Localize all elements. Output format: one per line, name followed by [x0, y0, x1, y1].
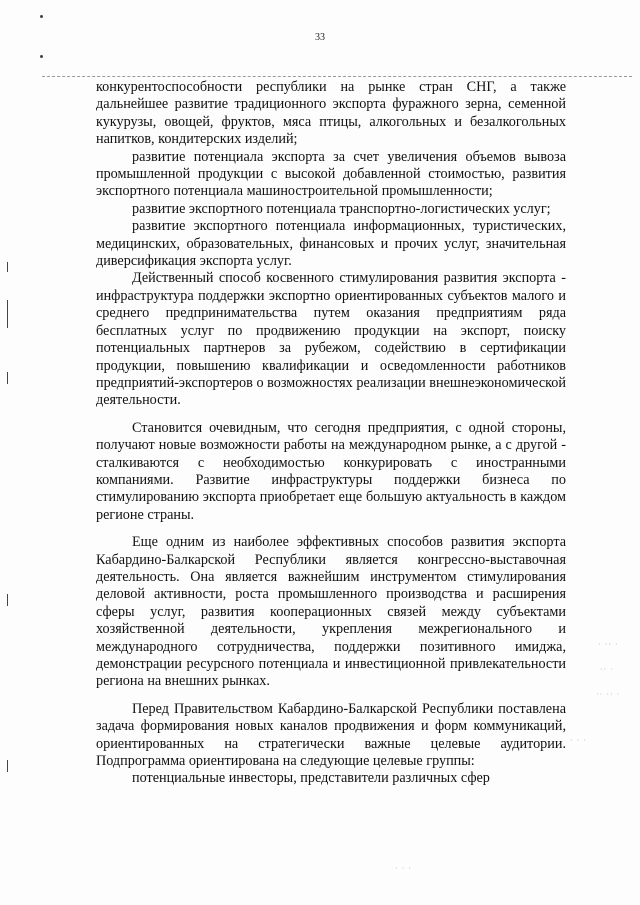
paragraph: Перед Правительством Кабардино-Балкарской Республики поставлена задача формирования новых каналов продвижения и форм коммуникаций, ориентированных на стратегически важные целевые аудитории. Подпрограмма ориентирована на следующие целевые группы:	[96, 700, 566, 770]
scan-speck	[40, 15, 43, 18]
scan-smudge: · · ·	[395, 864, 412, 873]
paragraph: Действенный способ косвенного стимулирования развития экспорта - инфраструктура поддержки экспортно ориентированных субъектов малого и среднего предпринимательства путем оказания предприятиям ряда бесплатных услуг по продвижению продукции на экспорт, поиску потенциальных партнеров за рубежом, содействию в сертификации продукции, повышению квалификации и осведомленности работников предприятий-экспортеров о возможностях реализации внешнеэкономической деятельности.	[96, 270, 566, 409]
scan-speck	[40, 55, 43, 58]
paragraph: развитие экспортного потенциала транспортно-логистических услуг;	[132, 200, 551, 217]
scan-smudge: · ·· ·	[598, 640, 619, 649]
paragraph: Становится очевидным, что сегодня предприятия, с одной стороны, получают новые возможности работы на международном рынке, а с другой - сталкиваются с необходимостью конкурировать с иностранными компаниями. Развитие инфраструктуры поддержки бизнеса по стимулированию экспорта приобретает еще большую актуальность в каждом регионе страны.	[96, 419, 566, 523]
scan-smudge: · · ·	[570, 736, 587, 745]
scan-smudge: ·· ·· ·	[596, 690, 621, 699]
paragraph: развитие экспортного потенциала информационных, туристических, медицинских, образовательных, финансовых и прочих услуг, значительная диверсификация экспорта услуг.	[96, 218, 566, 270]
scan-edge-mark	[7, 372, 8, 384]
page-number: 33	[315, 32, 325, 43]
paragraph: Еще одним из наиболее эффективных способов развития экспорта Кабардино-Балкарской Республики является конгрессно-выставочная деятельность. Она является важнейшим инструментом стимулирования деловой активности, роста промышленного производства и расширения сферы услуг, развития кооперационных связей между субъектами хозяйственной деятельности, укрепления межрегионального и международного сотрудничества, поддержки позитивного имиджа, демонстрации ресурсного потенциала и инвестиционной привлекательности региона на внешних рынках.	[96, 534, 566, 690]
paragraph: потенциальные инвесторы, представители различных сфер	[132, 770, 490, 787]
paragraph: конкурентоспособности республики на рынке стран СНГ, а также дальнейшее развитие традиционного экспорта фуражного зерна, семенной кукурузы, овощей, фруктов, мяса птицы, алкогольных и безалкогольных напитков, кондитерских изделий;	[96, 79, 566, 148]
scan-edge-mark	[7, 594, 8, 606]
header-divider	[42, 76, 632, 77]
body-text	[96, 79, 566, 788]
paragraph: развитие потенциала экспорта за счет увеличения объемов вывоза промышленной продукции с высокой добавленной стоимостью, развития экспортного потенциала машиностроительной промышленности;	[96, 148, 566, 200]
scan-edge-mark	[7, 300, 8, 328]
scan-edge-mark	[7, 262, 8, 272]
scan-edge-mark	[7, 760, 8, 772]
scan-smudge: ·· ·	[600, 665, 614, 674]
